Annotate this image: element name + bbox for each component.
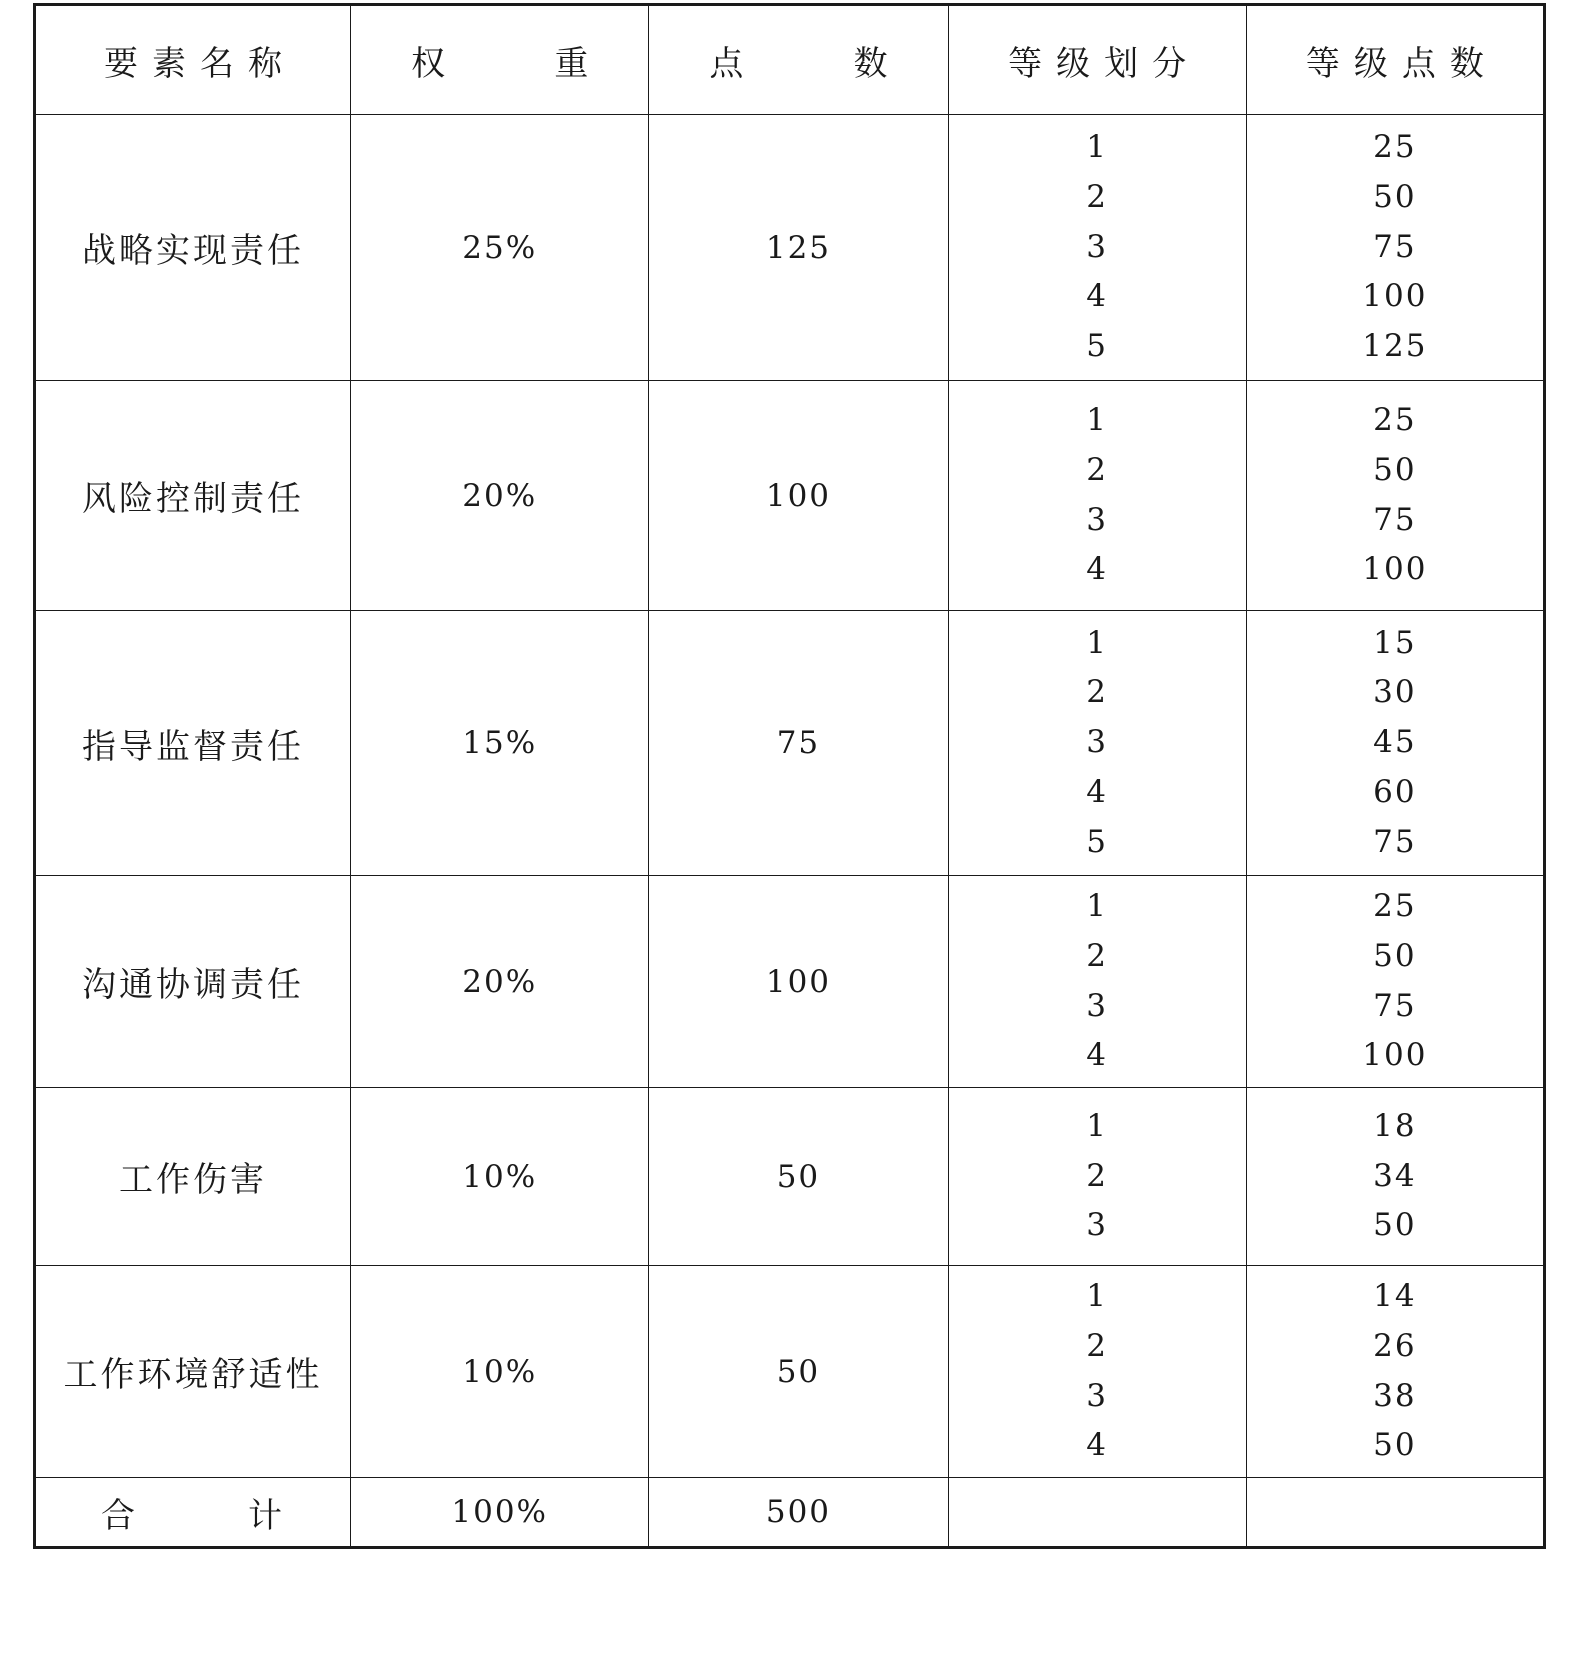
level-value: 2 xyxy=(1086,178,1109,215)
level-points-cell xyxy=(1246,115,1544,381)
total-level-points xyxy=(1246,1478,1544,1548)
weight-cell: 10% xyxy=(351,1088,649,1266)
levels-cell xyxy=(948,1088,1246,1266)
header-level-points-char: 数 xyxy=(1449,43,1484,84)
level-point-value: 38 xyxy=(1373,1377,1417,1414)
header-levels-char: 等 xyxy=(1008,43,1057,84)
evaluation-table xyxy=(33,3,1546,1549)
header-points xyxy=(649,5,948,115)
element-name: 风险控制责任 xyxy=(35,381,351,611)
header-name-char: 称 xyxy=(248,43,283,84)
header-weight-char: 权 xyxy=(411,43,446,84)
header-level-points xyxy=(1246,5,1544,115)
level-value: 2 xyxy=(1086,937,1109,974)
total-label-char: 计 xyxy=(248,1495,286,1536)
level-value: 2 xyxy=(1086,1157,1109,1194)
total-weight: 100% xyxy=(351,1478,649,1548)
table-row xyxy=(35,876,1545,1088)
table-row xyxy=(35,115,1545,381)
header-name-char: 要 xyxy=(104,43,153,84)
header-name-char: 名 xyxy=(200,43,249,84)
header-level-points-char: 级 xyxy=(1353,43,1402,84)
element-name: 战略实现责任 xyxy=(35,115,351,381)
level-point-value: 75 xyxy=(1373,501,1417,538)
level-point-value: 50 xyxy=(1373,178,1417,215)
level-value: 3 xyxy=(1086,724,1109,761)
level-value: 3 xyxy=(1086,987,1109,1024)
level-point-value: 25 xyxy=(1373,888,1417,925)
level-points-cell xyxy=(1246,876,1544,1088)
table-row xyxy=(35,1266,1545,1478)
level-point-value: 45 xyxy=(1373,724,1417,761)
header-name-char: 素 xyxy=(152,43,201,84)
level-value: 2 xyxy=(1086,451,1109,488)
total-label xyxy=(35,1478,351,1548)
header-levels-char: 划 xyxy=(1104,43,1153,84)
level-point-value: 14 xyxy=(1373,1278,1417,1315)
points-cell: 75 xyxy=(649,611,948,876)
points-cell: 100 xyxy=(649,876,948,1088)
points-cell: 50 xyxy=(649,1088,948,1266)
level-point-value: 75 xyxy=(1373,228,1417,265)
level-point-value: 30 xyxy=(1373,674,1417,711)
table-row xyxy=(35,381,1545,611)
weight-cell: 20% xyxy=(351,876,649,1088)
header-levels xyxy=(948,5,1246,115)
level-points-cell xyxy=(1246,381,1544,611)
total-row xyxy=(35,1478,1545,1548)
level-value: 1 xyxy=(1086,402,1109,439)
level-value: 4 xyxy=(1086,278,1109,315)
header-row xyxy=(35,5,1545,115)
header-name xyxy=(35,5,351,115)
level-value: 3 xyxy=(1086,1377,1109,1414)
weight-cell: 15% xyxy=(351,611,649,876)
levels-cell xyxy=(948,1266,1246,1478)
level-point-value: 50 xyxy=(1373,1207,1417,1244)
points-cell: 125 xyxy=(649,115,948,381)
level-point-value: 25 xyxy=(1373,129,1417,166)
level-points-cell xyxy=(1246,1088,1544,1266)
level-point-value: 50 xyxy=(1373,937,1417,974)
level-point-value: 125 xyxy=(1362,328,1428,365)
level-points-cell xyxy=(1246,611,1544,876)
header-points-char: 点 xyxy=(709,43,744,84)
level-value: 4 xyxy=(1086,1037,1109,1074)
level-point-value: 50 xyxy=(1373,451,1417,488)
level-point-value: 50 xyxy=(1373,1427,1417,1464)
total-levels xyxy=(948,1478,1246,1548)
level-point-value: 15 xyxy=(1373,624,1417,661)
level-point-value: 25 xyxy=(1373,402,1417,439)
element-name: 沟通协调责任 xyxy=(35,876,351,1088)
level-points-cell xyxy=(1246,1266,1544,1478)
level-value: 1 xyxy=(1086,1107,1109,1144)
element-name: 工作伤害 xyxy=(35,1088,351,1266)
level-value: 5 xyxy=(1086,823,1109,860)
levels-cell xyxy=(948,611,1246,876)
header-level-points-char: 等 xyxy=(1305,43,1354,84)
points-cell: 50 xyxy=(649,1266,948,1478)
level-value: 4 xyxy=(1086,551,1109,588)
points-cell: 100 xyxy=(649,381,948,611)
header-levels-char: 分 xyxy=(1152,43,1187,84)
header-points-char: 数 xyxy=(853,43,888,84)
total-points: 500 xyxy=(649,1478,948,1548)
level-point-value: 34 xyxy=(1373,1157,1417,1194)
level-value: 3 xyxy=(1086,228,1109,265)
level-value: 5 xyxy=(1086,328,1109,365)
level-point-value: 60 xyxy=(1373,773,1417,810)
header-levels-char: 级 xyxy=(1056,43,1105,84)
level-value: 1 xyxy=(1086,624,1109,661)
weight-cell: 25% xyxy=(351,115,649,381)
level-point-value: 26 xyxy=(1373,1327,1417,1364)
level-value: 4 xyxy=(1086,1427,1109,1464)
table-row xyxy=(35,1088,1545,1266)
levels-cell xyxy=(948,876,1246,1088)
header-weight xyxy=(351,5,649,115)
weight-cell: 20% xyxy=(351,381,649,611)
level-point-value: 100 xyxy=(1362,278,1428,315)
total-label-char: 合 xyxy=(101,1495,139,1536)
header-level-points-char: 点 xyxy=(1401,43,1450,84)
level-value: 4 xyxy=(1086,773,1109,810)
level-value: 2 xyxy=(1086,674,1109,711)
level-value: 3 xyxy=(1086,1207,1109,1244)
level-point-value: 100 xyxy=(1362,1037,1428,1074)
level-value: 1 xyxy=(1086,129,1109,166)
element-name: 工作环境舒适性 xyxy=(35,1266,351,1478)
level-point-value: 100 xyxy=(1362,551,1428,588)
level-value: 1 xyxy=(1086,888,1109,925)
level-point-value: 18 xyxy=(1373,1107,1417,1144)
header-weight-char: 重 xyxy=(554,43,589,84)
level-value: 3 xyxy=(1086,501,1109,538)
levels-cell xyxy=(948,381,1246,611)
level-point-value: 75 xyxy=(1373,987,1417,1024)
level-value: 2 xyxy=(1086,1327,1109,1364)
level-point-value: 75 xyxy=(1373,823,1417,860)
table-row xyxy=(35,611,1545,876)
level-value: 1 xyxy=(1086,1278,1109,1315)
levels-cell xyxy=(948,115,1246,381)
weight-cell: 10% xyxy=(351,1266,649,1478)
element-name: 指导监督责任 xyxy=(35,611,351,876)
